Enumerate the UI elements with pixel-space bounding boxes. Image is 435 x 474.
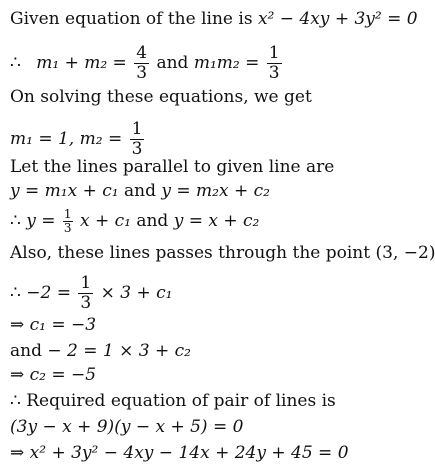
specific-line-2: y = x + c₂ bbox=[173, 211, 260, 231]
therefore-symbol: ∴ bbox=[10, 211, 21, 231]
given-equation: x² − 4xy + 3y² = 0 bbox=[257, 9, 418, 29]
parallel-intro-text: Let the lines parallel to given line are bbox=[10, 157, 335, 177]
c2-value: c₂ = −5 bbox=[29, 365, 97, 385]
line-specific-forms bbox=[10, 208, 420, 235]
line-c1-result bbox=[10, 314, 420, 336]
specific-denominator: 3 bbox=[63, 221, 72, 235]
product-denominator: 3 bbox=[268, 63, 280, 83]
substitution-denominator: 3 bbox=[80, 293, 92, 313]
pair-product-eq: (3y − x + 9)(y − x + 5) = 0 bbox=[10, 417, 244, 437]
line-pair-product bbox=[10, 416, 420, 438]
sum-fraction bbox=[134, 44, 149, 83]
specific-line-1-lhs: y = bbox=[26, 211, 56, 231]
and-text: and bbox=[123, 181, 156, 201]
point-value: (3, −2) bbox=[375, 243, 435, 263]
sum-denominator: 3 bbox=[136, 63, 148, 83]
substitution-numerator: 1 bbox=[80, 273, 92, 293]
slope-numerator: 1 bbox=[131, 119, 143, 139]
slopes-lhs: m₁ = 1, m₂ = bbox=[10, 129, 123, 149]
substitution-lhs: −2 = bbox=[26, 283, 71, 303]
product-fraction bbox=[267, 44, 282, 83]
line-general-forms bbox=[10, 180, 420, 202]
substitution-rhs: × 3 + c₁ bbox=[100, 283, 173, 303]
given-text: Given equation of the line is bbox=[10, 9, 253, 29]
line-parallel-intro bbox=[10, 156, 420, 178]
line-final-equation bbox=[10, 442, 420, 464]
therefore-symbol: ∴ bbox=[10, 391, 21, 411]
substitution-fraction bbox=[78, 274, 93, 313]
c1-value: c₁ = −3 bbox=[29, 315, 97, 335]
required-intro-text: Required equation of pair of lines is bbox=[26, 391, 336, 411]
slope-denominator: 3 bbox=[131, 139, 143, 159]
line-slopes bbox=[10, 120, 420, 159]
line-required-intro bbox=[10, 390, 420, 412]
line-sum-product bbox=[10, 44, 420, 83]
product-lhs: m₁m₂ = bbox=[193, 53, 260, 73]
passes-through-text: Also, these lines passes through the point bbox=[10, 243, 371, 263]
therefore-symbol: ∴ bbox=[10, 283, 21, 303]
product-numerator: 1 bbox=[268, 43, 280, 63]
substitution-2-eq: − 2 = 1 × 3 + c₂ bbox=[47, 341, 191, 361]
line-substitution-2 bbox=[10, 340, 420, 362]
line-on-solving bbox=[10, 86, 420, 108]
final-equation: x² + 3y² − 4xy − 14x + 24y + 45 = 0 bbox=[29, 443, 349, 463]
on-solving-text: On solving these equations, we get bbox=[10, 87, 312, 107]
sum-lhs: m₁ + m₂ = bbox=[36, 53, 127, 73]
implies-symbol: ⇒ bbox=[10, 365, 25, 385]
and-text: and bbox=[10, 341, 42, 361]
specific-line-1-rhs: x + c₁ bbox=[79, 211, 131, 231]
line-substitution-1 bbox=[10, 274, 420, 313]
slope-fraction bbox=[130, 120, 145, 159]
line-given-equation bbox=[10, 8, 420, 30]
sum-numerator: 4 bbox=[136, 43, 148, 63]
implies-symbol: ⇒ bbox=[10, 315, 25, 335]
line-c2-result bbox=[10, 364, 420, 386]
specific-numerator: 1 bbox=[63, 207, 72, 221]
and-text: and bbox=[136, 211, 169, 231]
and-text: and bbox=[156, 53, 189, 73]
specific-fraction bbox=[63, 208, 73, 235]
therefore-symbol: ∴ bbox=[10, 53, 21, 73]
general-line-1: y = m₁x + c₁ bbox=[10, 181, 119, 201]
line-passes-through bbox=[10, 242, 435, 264]
general-line-2: y = m₂x + c₂ bbox=[161, 181, 270, 201]
implies-symbol: ⇒ bbox=[10, 443, 25, 463]
